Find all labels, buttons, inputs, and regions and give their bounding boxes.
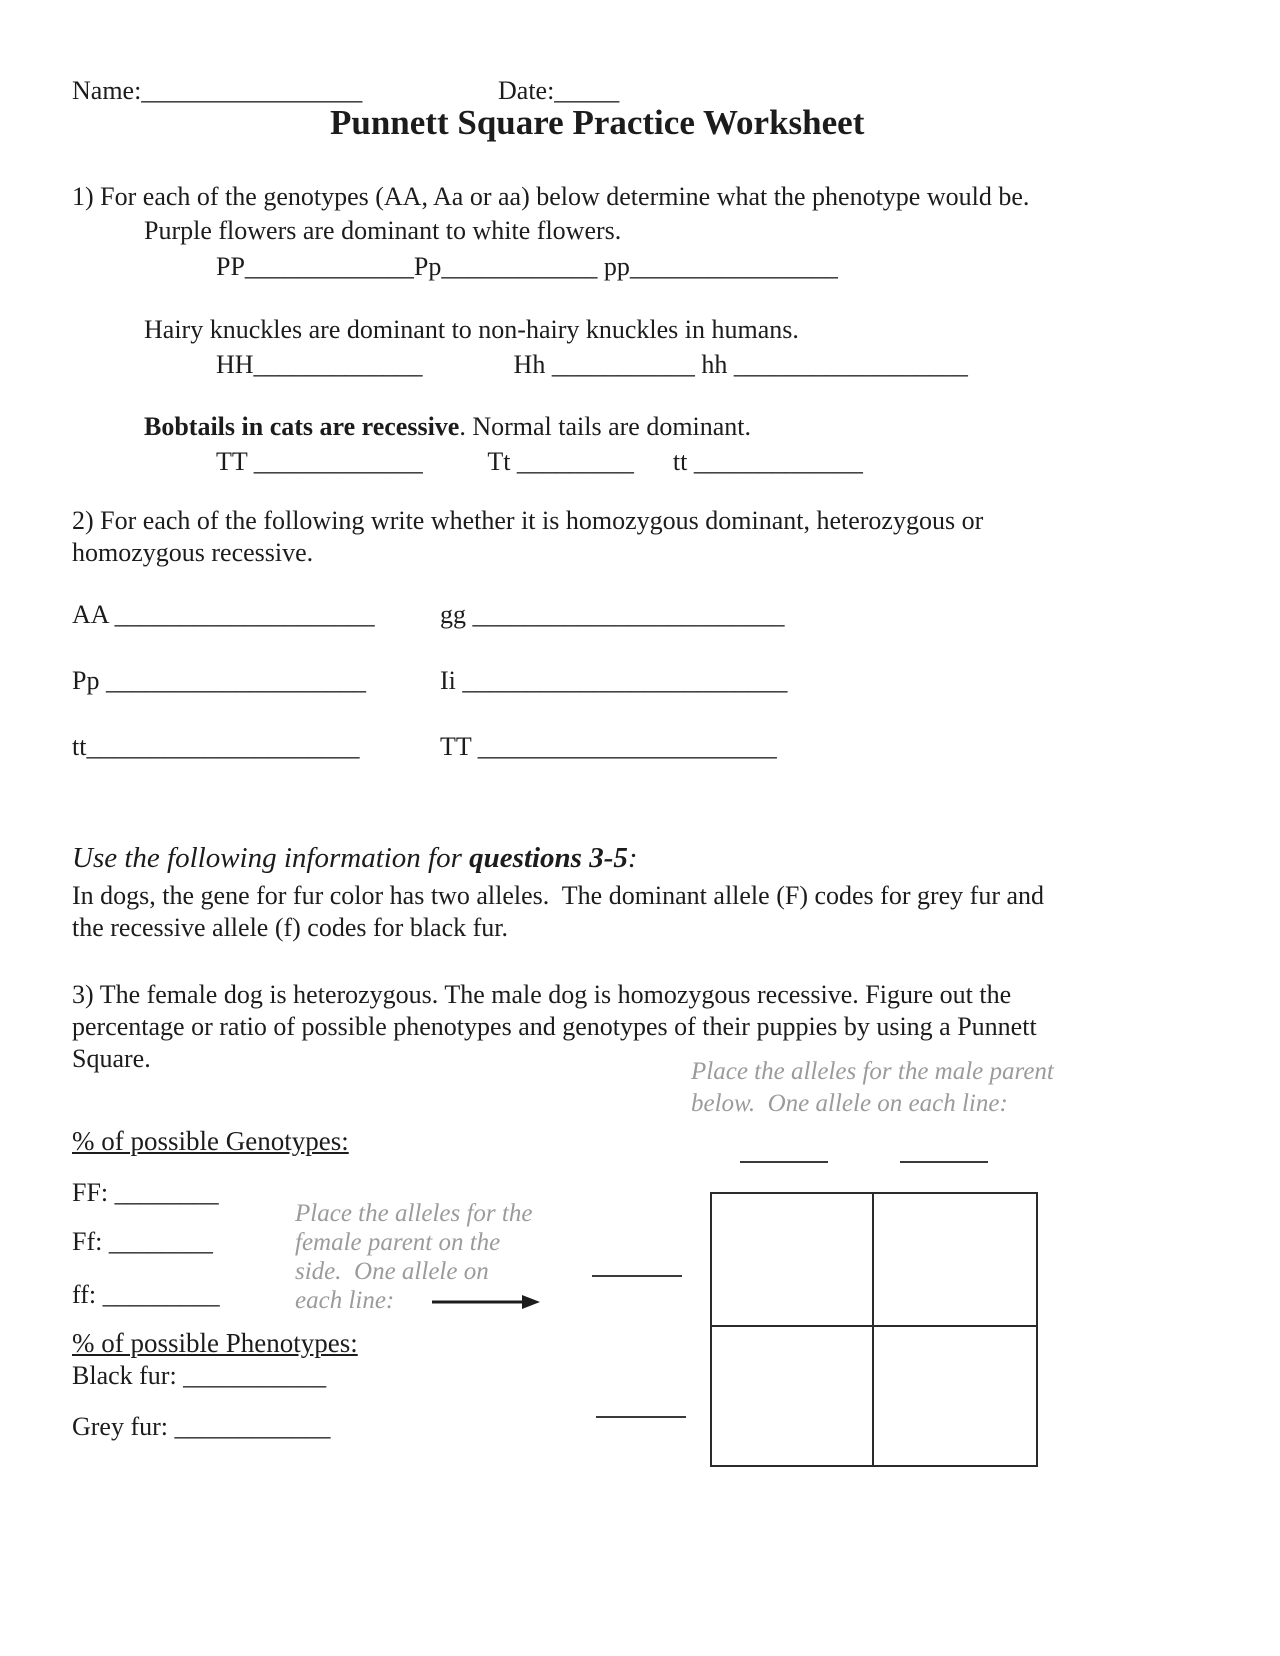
q3-line1: 3) The female dog is heterozygous. The male dog is homozygous recessive. Figure out the	[72, 980, 1012, 1009]
q2-prompt-line2: homozygous recessive.	[72, 538, 314, 567]
q3-line3: Square.	[72, 1044, 151, 1073]
genotypes-heading: % of possible Genotypes:	[72, 1126, 349, 1156]
q2-row-ii: Ii _________________________	[440, 666, 788, 695]
q1-bobtails-blanks: TT _____________ Tt _________ tt _____________	[216, 447, 863, 476]
punnett-cell-bottom-left	[712, 1327, 872, 1461]
right-arrow-icon	[430, 1293, 540, 1311]
female-parent-note-line4: each line:	[295, 1287, 395, 1314]
genotype-row-FF: FF: ________	[72, 1178, 219, 1207]
q2-row-gg: gg ________________________	[440, 600, 785, 629]
female-parent-note-line3: side. One allele on	[295, 1258, 489, 1285]
punnett-cell-top-left	[712, 1194, 872, 1325]
q2-prompt-line1: 2) For each of the following write whether it is homozygous dominant, heterozygous or	[72, 506, 984, 535]
punnett-square	[710, 1192, 1038, 1467]
info-heading-prefix: Use the following information for	[72, 842, 470, 874]
q2-row-tt: tt_____________________	[72, 732, 360, 761]
phenotype-row-black-fur: Black fur: ___________	[72, 1361, 327, 1390]
q2-row-pp: Pp ____________________	[72, 666, 366, 695]
name-line: Name:_________________	[72, 76, 363, 105]
q1-flowers-blanks: PP_____________Pp____________ pp________________	[216, 252, 838, 281]
worksheet-title: Punnett Square Practice Worksheet	[330, 103, 865, 142]
info-heading-suffix: :	[627, 842, 638, 874]
q1-flowers-statement: Purple flowers are dominant to white flowers.	[144, 216, 622, 245]
genotype-row-ff: ff: _________	[72, 1280, 220, 1309]
phenotype-row-grey-fur: Grey fur: ____________	[72, 1412, 331, 1441]
q2-row-aa: AA ____________________	[72, 600, 375, 629]
male-allele-line-1	[740, 1161, 828, 1163]
q1-bobtails-statement-rest: . Normal tails are dominant.	[459, 412, 752, 441]
genotype-row-Ff: Ff: ________	[72, 1227, 213, 1256]
female-parent-note-line2: female parent on the	[295, 1229, 501, 1256]
q1-bobtails-statement	[144, 412, 751, 442]
date-line: Date:_____	[498, 76, 620, 105]
female-allele-line-1	[592, 1275, 682, 1277]
info-body-line2: the recessive allele (f) codes for black fur.	[72, 913, 509, 942]
q2-row-TT: TT _______________________	[440, 732, 777, 761]
info-heading-bold: questions 3-5	[469, 842, 628, 874]
female-parent-note-line1: Place the alleles for the	[295, 1200, 533, 1227]
punnett-cell-top-right	[874, 1194, 1032, 1325]
q3-line2: percentage or ratio of possible phenotypes and genotypes of their puppies by using a Punnett	[72, 1012, 1037, 1041]
phenotypes-heading: % of possible Phenotypes:	[72, 1328, 358, 1358]
male-allele-line-2	[900, 1161, 988, 1163]
q1-knuckles-blanks: HH_____________ Hh ___________ hh __________________	[216, 350, 968, 379]
punnett-cell-bottom-right	[874, 1327, 1032, 1461]
info-body-line1: In dogs, the gene for fur color has two alleles. The dominant allele (F) codes for grey fur and	[72, 881, 1045, 910]
q1-knuckles-statement: Hairy knuckles are dominant to non-hairy knuckles in humans.	[144, 315, 799, 344]
info-heading	[72, 842, 638, 875]
male-parent-note-line1: Place the alleles for the male parent	[691, 1058, 1054, 1085]
female-allele-line-2	[596, 1416, 686, 1418]
q1-bobtails-statement-bold: Bobtails in cats are recessive	[144, 412, 460, 441]
male-parent-note-line2: below. One allele on each line:	[691, 1090, 1008, 1117]
q1-prompt: 1) For each of the genotypes (AA, Aa or aa) below determine what the phenotype would be.	[72, 182, 1030, 211]
